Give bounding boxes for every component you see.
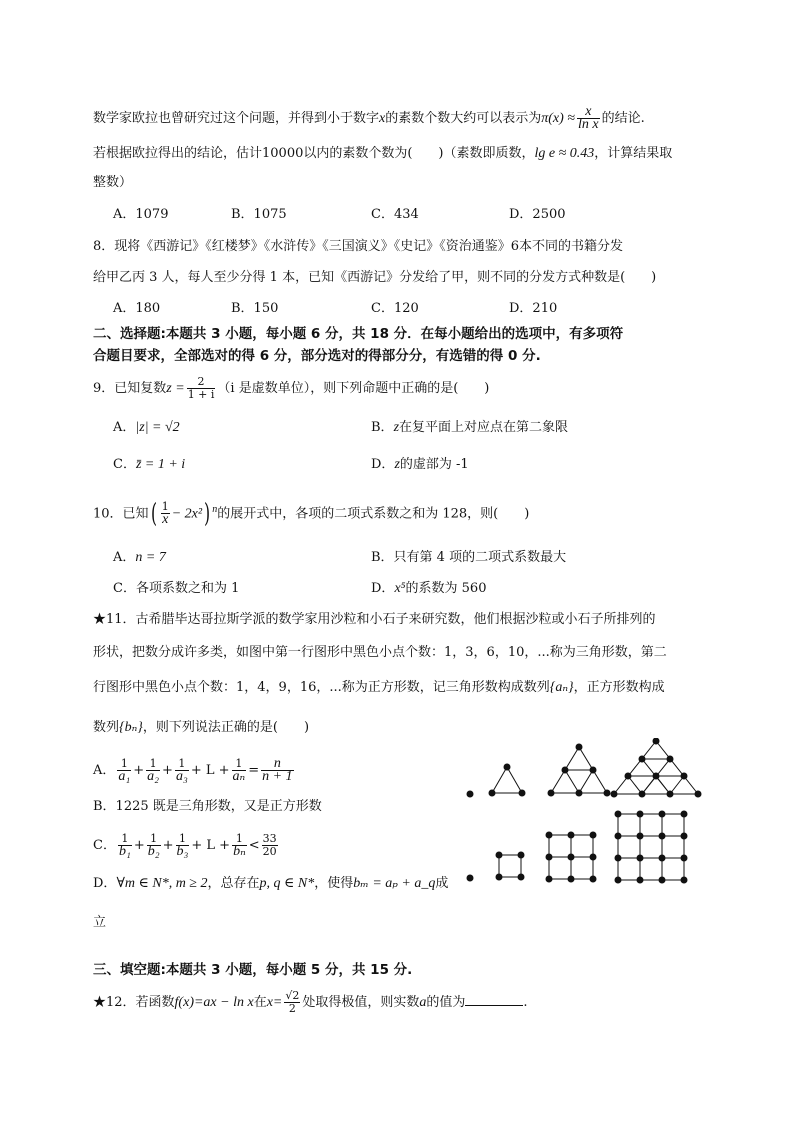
q9-fraction: $\frac{2}{1 + i}$ (187, 375, 215, 401)
q7-text: 数学家欧拉也曾研究过这个问题，并得到小于数字 (93, 111, 380, 126)
square-4 (496, 852, 525, 881)
q8-line2: 给甲乙丙 3 人，每人至少分得 1 本，已知《西游记》分发给了甲，则不同的分发方式种数是( ) (93, 270, 657, 285)
q9-stem: 9．已知复数z = $\frac{2}{1 + i}$ （i 是虚数单位），则下列命题中正确的是( ) (93, 375, 490, 401)
q11-line3: 行图形中黑色小点个数：1，4，9，16，...称为正方形数，记三角形数构成数列{aₙ}，正方形数构成 (93, 680, 665, 695)
q11-option-a[interactable]: A． $\frac{1}{\text{a₁}}$ + $\frac{1}{\text{a₂}}$ + $\frac{1}{\text{a₃}}$ + L + $\frac{1}{\text{aₙ}}$ = $\frac{n}{n + 1}$ (93, 756, 293, 784)
square-16 (615, 811, 688, 884)
q12-stem: ★12．若函数f(x)=ax − ln x在x= $\frac{√2}{2}$ 处取得极值，则实数a的值为 . (93, 989, 528, 1015)
q10-fraction: $\frac{1}{x}$ (161, 500, 169, 528)
q9-option-d[interactable]: D．z的虚部为 -1 (371, 457, 469, 472)
q11-line1: ★11．古希腊毕达哥拉斯学派的数学家用沙粒和小石子来研究数，他们根据沙粒或小石子所排列的 (93, 612, 656, 627)
q7-fraction: $\frac{x}{\text{ln x}}$ (578, 104, 599, 132)
section2-heading-line2: 合题目要求，全部选对的得 6 分，部分选对的得部分分，有选错的得 0 分. (93, 348, 541, 364)
q10-option-b[interactable]: B．只有第 4 项的二项式系数最大 (371, 550, 567, 565)
square-1 (467, 875, 474, 882)
triangle-10 (611, 738, 702, 798)
q11-option-c[interactable]: C． $\frac{1}{\text{b₁}}$ + $\frac{1}{\text{b₂}}$ + $\frac{1}{\text{b₃}}$ + L + $\frac{1}{\text{bₙ}}$ < $\frac{33}{20}$ (93, 832, 277, 859)
q11-option-d[interactable]: D．∀m ∈ N*, m ≥ 2，总存在p, q ∈ N*，使得bₘ = aₚ + a_q成 (93, 876, 449, 891)
q7-lg-formula: lg e ≈ 0.43 (534, 146, 595, 161)
section3-heading: 三、填空题:本题共 3 小题，每小题 5 分，共 15 分. (93, 962, 413, 978)
figurate-numbers-figure (460, 738, 710, 898)
q9-option-b[interactable]: B．z在复平面上对应点在第二象限 (371, 420, 569, 435)
q9-z-eq: z = (166, 381, 185, 396)
section2-heading-line1: 二、选择题:本题共 3 小题，每小题 6 分，共 18 分．在每小题给出的选项中，有多项符 (93, 326, 624, 342)
q11-option-d-continued: 立 (93, 915, 107, 930)
triangle-1 (467, 791, 474, 798)
q11-option-b[interactable]: B．1225 既是三角形数，又是正方形数 (93, 799, 322, 814)
square-9 (546, 832, 597, 883)
q11-line4: 数列{bₙ}，则下列说法正确的是( ) (93, 720, 310, 735)
q12-fraction: $\frac{√2}{2}$ (285, 989, 300, 1015)
q8-line1: 8．现将《西游记》《红楼梦》《水浒传》《三国演义》《史记》《资治通鉴》6本不同的书籍分发 (93, 239, 624, 254)
q7-line3: 整数） (93, 175, 133, 190)
q8-option-b[interactable]: B．150 (231, 301, 279, 316)
q7-option-c[interactable]: C．434 (371, 207, 419, 222)
q7-option-b[interactable]: B．1075 (231, 207, 287, 222)
q10-stem: 10．已知( $\frac{1}{x}$ − 2x²) $^n$的展开式中，各项的二项式系数之和为 128，则( ) (93, 498, 530, 529)
triangle-3 (489, 764, 526, 797)
triangle-6 (548, 744, 611, 797)
q9-option-a[interactable]: A．|z| = √2 (113, 420, 180, 435)
q7-option-a[interactable]: A．1079 (113, 207, 169, 222)
q7-text-end: 的结论. (601, 111, 645, 126)
q7-formula-pi: π(x) ≈ (541, 111, 575, 126)
q7-var-x: x (379, 111, 386, 126)
q8-option-a[interactable]: A．180 (113, 301, 161, 316)
q7-line1 (93, 106, 645, 131)
q7-option-d[interactable]: D．2500 (509, 207, 566, 222)
q8-option-d[interactable]: D．210 (509, 301, 558, 316)
q10-option-a[interactable]: A．n = 7 (113, 550, 166, 565)
q10-option-c[interactable]: C．各项系数之和为 1 (113, 581, 240, 596)
q9-option-c[interactable]: C．z̄ = 1 + i (113, 457, 186, 472)
q12-answer-blank[interactable] (465, 993, 523, 1006)
q10-option-d[interactable]: D．x⁵的系数为 560 (371, 581, 487, 596)
q8-option-c[interactable]: C．120 (371, 301, 419, 316)
q11-line2: 形状，把数分成许多类，如图中第一行图形中黑色小点个数：1，3，6，10，...称为三角形数，第二 (93, 645, 667, 660)
q7-text-mid: 的素数个数大约可以表示为 (385, 111, 542, 126)
q7-line2: 若根据欧拉得出的结论，估计10000以内的素数个数为( )（素数即质数，lg e ≈ 0.43，计算结果取 (93, 146, 673, 161)
